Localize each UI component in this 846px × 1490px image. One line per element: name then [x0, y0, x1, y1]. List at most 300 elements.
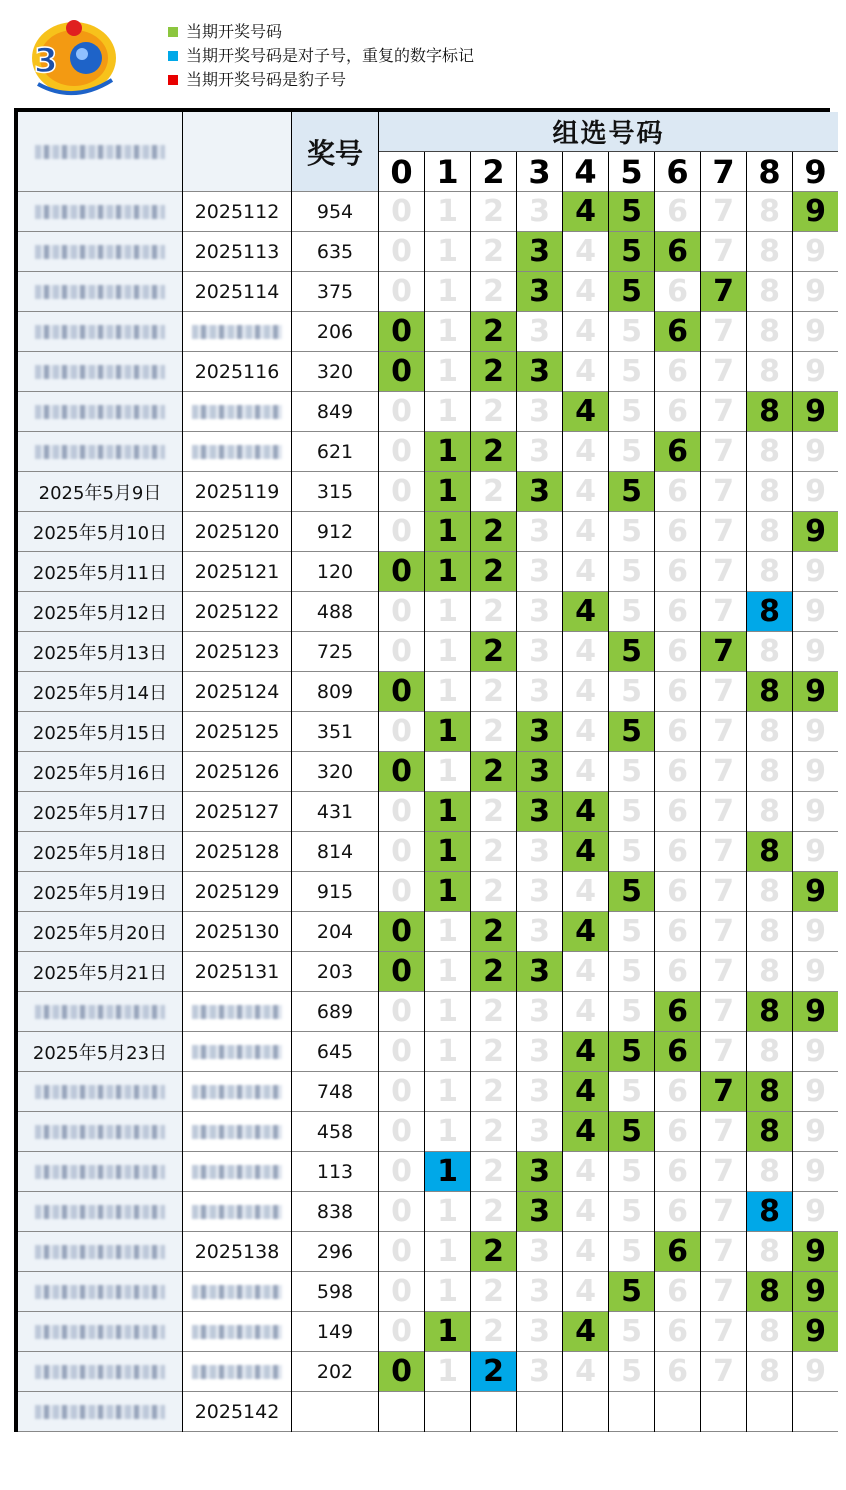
digit-cell-4: 4 — [563, 872, 608, 912]
digit-cell-8: 8 — [747, 552, 792, 592]
legend-text: 当期开奖号码是豹子号 — [186, 70, 347, 89]
row-number: 458 — [292, 1112, 378, 1152]
digit-cell-3: 3 — [517, 1072, 562, 1112]
header-digit-2: 2 — [471, 152, 516, 192]
legend-item — [168, 20, 474, 44]
row-date — [18, 392, 182, 432]
row-number: 202 — [292, 1352, 378, 1392]
digit-cell-8: 8 — [747, 1272, 792, 1312]
digit-cell-3: 3 — [517, 1272, 562, 1312]
digit-cell-1: 1 — [425, 912, 470, 952]
digit-cell-7: 7 — [701, 272, 746, 312]
digit-cell-4: 4 — [563, 552, 608, 592]
digit-cell-9: 9 — [793, 1312, 838, 1352]
digit-cell-0: 0 — [379, 312, 424, 352]
digit-cell-5: 5 — [609, 1032, 654, 1072]
digit-cell-1: 1 — [425, 192, 470, 232]
row-issue: 2025131 — [183, 952, 291, 992]
digit-cell-5: 5 — [609, 1072, 654, 1112]
digit-cell-2: 2 — [471, 1312, 516, 1352]
digit-cell-4: 4 — [563, 192, 608, 232]
digit-cell-4: 4 — [563, 712, 608, 752]
digit-cell-0: 0 — [379, 752, 424, 792]
digit-cell-0: 0 — [379, 512, 424, 552]
digit-cell-1: 1 — [425, 512, 470, 552]
digit-cell-8: 8 — [747, 992, 792, 1032]
row-number: 809 — [292, 672, 378, 712]
row-issue: 2025142 — [183, 1392, 291, 1432]
digit-cell-1: 1 — [425, 1312, 470, 1352]
digit-cell-6: 6 — [655, 432, 700, 472]
digit-cell-0: 0 — [379, 832, 424, 872]
row-number: 621 — [292, 432, 378, 472]
row-date — [18, 1152, 182, 1192]
digit-cell-7: 7 — [701, 392, 746, 432]
digit-cell-4: 4 — [563, 672, 608, 712]
digit-cell-4: 4 — [563, 1112, 608, 1152]
digit-cell-9: 9 — [793, 392, 838, 432]
digit-cell-8: 8 — [747, 312, 792, 352]
row-issue — [183, 992, 291, 1032]
digit-cell-7: 7 — [701, 1112, 746, 1152]
digit-cell-8: 8 — [747, 432, 792, 472]
digit-cell-2: 2 — [471, 552, 516, 592]
digit-cell-3: 3 — [517, 992, 562, 1032]
digit-cell-2: 2 — [471, 1152, 516, 1192]
digit-cell-8: 8 — [747, 512, 792, 552]
digit-cell-empty — [793, 1392, 838, 1432]
row-issue: 2025129 — [183, 872, 291, 912]
digit-cell-empty — [471, 1392, 516, 1432]
row-issue: 2025112 — [183, 192, 291, 232]
row-number — [292, 1392, 378, 1432]
digit-cell-9: 9 — [793, 712, 838, 752]
digit-cell-9: 9 — [793, 912, 838, 952]
digit-cell-0: 0 — [379, 352, 424, 392]
svg-text:3: 3 — [34, 41, 58, 81]
digit-cell-2: 2 — [471, 712, 516, 752]
digit-cell-7: 7 — [701, 832, 746, 872]
row-number: 814 — [292, 832, 378, 872]
digit-cell-7: 7 — [701, 792, 746, 832]
row-date: 2025年5月21日 — [18, 952, 182, 992]
digit-cell-3: 3 — [517, 672, 562, 712]
digit-cell-8: 8 — [747, 1352, 792, 1392]
row-issue — [183, 1072, 291, 1112]
digit-cell-0: 0 — [379, 632, 424, 672]
digit-cell-9: 9 — [793, 952, 838, 992]
digit-cell-7: 7 — [701, 592, 746, 632]
row-date — [18, 232, 182, 272]
digit-cell-5: 5 — [609, 1272, 654, 1312]
digit-cell-2: 2 — [471, 752, 516, 792]
digit-cell-3: 3 — [517, 552, 562, 592]
digit-cell-9: 9 — [793, 672, 838, 712]
digit-cell-5: 5 — [609, 192, 654, 232]
row-issue: 2025127 — [183, 792, 291, 832]
legend-text: 当期开奖号码是对子号，重复的数字标记 — [186, 46, 475, 65]
digit-cell-7: 7 — [701, 952, 746, 992]
digit-cell-8: 8 — [747, 1072, 792, 1112]
digit-cell-5: 5 — [609, 912, 654, 952]
digit-cell-4: 4 — [563, 1232, 608, 1272]
digit-cell-empty — [563, 1392, 608, 1432]
digit-cell-5: 5 — [609, 1112, 654, 1152]
digit-cell-5: 5 — [609, 552, 654, 592]
digit-cell-5: 5 — [609, 312, 654, 352]
digit-cell-2: 2 — [471, 192, 516, 232]
digit-cell-6: 6 — [655, 192, 700, 232]
digit-cell-2: 2 — [471, 592, 516, 632]
header-issue-cell — [183, 112, 291, 192]
digit-cell-1: 1 — [425, 632, 470, 672]
digit-cell-6: 6 — [655, 832, 700, 872]
row-issue — [183, 1312, 291, 1352]
digit-cell-8: 8 — [747, 672, 792, 712]
digit-cell-empty — [655, 1392, 700, 1432]
digit-cell-8: 8 — [747, 952, 792, 992]
digit-cell-3: 3 — [517, 1192, 562, 1232]
row-number: 120 — [292, 552, 378, 592]
digit-cell-7: 7 — [701, 712, 746, 752]
header-date-cell — [18, 112, 182, 192]
row-number: 431 — [292, 792, 378, 832]
digit-cell-7: 7 — [701, 632, 746, 672]
digit-cell-0: 0 — [379, 1232, 424, 1272]
digit-cell-5: 5 — [609, 232, 654, 272]
digit-cell-6: 6 — [655, 672, 700, 712]
digit-cell-2: 2 — [471, 472, 516, 512]
digit-cell-8: 8 — [747, 752, 792, 792]
row-number: 689 — [292, 992, 378, 1032]
header-digit-8: 8 — [747, 152, 792, 192]
digit-cell-3: 3 — [517, 752, 562, 792]
row-issue — [183, 1112, 291, 1152]
digit-cell-1: 1 — [425, 432, 470, 472]
row-issue: 2025119 — [183, 472, 291, 512]
digit-cell-6: 6 — [655, 472, 700, 512]
digit-cell-8: 8 — [747, 232, 792, 272]
digit-cell-9: 9 — [793, 752, 838, 792]
digit-cell-4: 4 — [563, 992, 608, 1032]
digit-cell-4: 4 — [563, 392, 608, 432]
digit-cell-9: 9 — [793, 272, 838, 312]
digit-cell-0: 0 — [379, 672, 424, 712]
digit-cell-empty — [517, 1392, 562, 1432]
digit-cell-6: 6 — [655, 792, 700, 832]
digit-cell-9: 9 — [793, 1352, 838, 1392]
digit-cell-8: 8 — [747, 1312, 792, 1352]
row-number: 315 — [292, 472, 378, 512]
digit-cell-7: 7 — [701, 472, 746, 512]
digit-cell-6: 6 — [655, 912, 700, 952]
row-number: 635 — [292, 232, 378, 272]
digit-cell-8: 8 — [747, 472, 792, 512]
digit-cell-0: 0 — [379, 1272, 424, 1312]
digit-cell-4: 4 — [563, 512, 608, 552]
row-date: 2025年5月19日 — [18, 872, 182, 912]
digit-cell-6: 6 — [655, 1192, 700, 1232]
digit-cell-8: 8 — [747, 392, 792, 432]
row-number: 204 — [292, 912, 378, 952]
digit-cell-2: 2 — [471, 232, 516, 272]
digit-cell-6: 6 — [655, 232, 700, 272]
row-issue: 2025113 — [183, 232, 291, 272]
digit-cell-6: 6 — [655, 1112, 700, 1152]
digit-cell-7: 7 — [701, 1272, 746, 1312]
digit-cell-7: 7 — [701, 432, 746, 472]
digit-cell-9: 9 — [793, 1192, 838, 1232]
digit-cell-3: 3 — [517, 472, 562, 512]
digit-cell-7: 7 — [701, 352, 746, 392]
digit-cell-9: 9 — [793, 592, 838, 632]
digit-cell-4: 4 — [563, 1312, 608, 1352]
digit-cell-3: 3 — [517, 952, 562, 992]
digit-cell-2: 2 — [471, 632, 516, 672]
digit-cell-3: 3 — [517, 872, 562, 912]
digit-cell-5: 5 — [609, 1192, 654, 1232]
digit-cell-6: 6 — [655, 512, 700, 552]
row-issue: 2025122 — [183, 592, 291, 632]
row-issue: 2025128 — [183, 832, 291, 872]
digit-cell-6: 6 — [655, 1272, 700, 1312]
digit-cell-8: 8 — [747, 872, 792, 912]
digit-cell-2: 2 — [471, 912, 516, 952]
digit-cell-0: 0 — [379, 472, 424, 512]
row-date: 2025年5月13日 — [18, 632, 182, 672]
digit-cell-9: 9 — [793, 512, 838, 552]
row-date — [18, 352, 182, 392]
row-issue: 2025125 — [183, 712, 291, 752]
digit-cell-3: 3 — [517, 272, 562, 312]
digit-cell-9: 9 — [793, 632, 838, 672]
digit-cell-4: 4 — [563, 792, 608, 832]
digit-cell-5: 5 — [609, 512, 654, 552]
3d-lottery-logo — [28, 14, 120, 98]
digit-cell-4: 4 — [563, 592, 608, 632]
digit-cell-5: 5 — [609, 1152, 654, 1192]
digit-cell-1: 1 — [425, 272, 470, 312]
digit-cell-0: 0 — [379, 992, 424, 1032]
row-number: 915 — [292, 872, 378, 912]
digit-cell-2: 2 — [471, 1072, 516, 1112]
digit-cell-0: 0 — [379, 1072, 424, 1112]
digit-cell-9: 9 — [793, 432, 838, 472]
digit-cell-3: 3 — [517, 432, 562, 472]
row-date: 2025年5月18日 — [18, 832, 182, 872]
digit-cell-7: 7 — [701, 1192, 746, 1232]
digit-cell-8: 8 — [747, 1152, 792, 1192]
digit-cell-5: 5 — [609, 712, 654, 752]
row-date — [18, 1112, 182, 1152]
digit-cell-8: 8 — [747, 272, 792, 312]
digit-cell-9: 9 — [793, 1152, 838, 1192]
digit-cell-4: 4 — [563, 752, 608, 792]
row-issue — [183, 1272, 291, 1312]
row-date — [18, 1272, 182, 1312]
digit-cell-3: 3 — [517, 712, 562, 752]
legend — [168, 20, 474, 92]
digit-cell-4: 4 — [563, 1272, 608, 1312]
row-issue: 2025123 — [183, 632, 291, 672]
digit-cell-0: 0 — [379, 232, 424, 272]
digit-cell-1: 1 — [425, 1072, 470, 1112]
digit-cell-8: 8 — [747, 792, 792, 832]
header-digit-3: 3 — [517, 152, 562, 192]
digit-cell-3: 3 — [517, 832, 562, 872]
digit-cell-1: 1 — [425, 1272, 470, 1312]
digit-cell-5: 5 — [609, 1352, 654, 1392]
digit-cell-8: 8 — [747, 1032, 792, 1072]
digit-cell-0: 0 — [379, 392, 424, 432]
digit-cell-7: 7 — [701, 752, 746, 792]
row-date — [18, 1192, 182, 1232]
digit-cell-3: 3 — [517, 1152, 562, 1192]
header-prize-number: 奖号 — [292, 112, 378, 192]
digit-cell-8: 8 — [747, 632, 792, 672]
digit-cell-7: 7 — [701, 1072, 746, 1112]
digit-cell-2: 2 — [471, 512, 516, 552]
digit-cell-9: 9 — [793, 832, 838, 872]
digit-cell-2: 2 — [471, 352, 516, 392]
digit-cell-5: 5 — [609, 472, 654, 512]
digit-cell-6: 6 — [655, 992, 700, 1032]
digit-cell-6: 6 — [655, 1312, 700, 1352]
digit-cell-4: 4 — [563, 432, 608, 472]
digit-cell-1: 1 — [425, 1112, 470, 1152]
header-digit-4: 4 — [563, 152, 608, 192]
digit-cell-9: 9 — [793, 1112, 838, 1152]
row-date — [18, 1352, 182, 1392]
digit-cell-4: 4 — [563, 952, 608, 992]
row-number: 598 — [292, 1272, 378, 1312]
row-issue — [183, 312, 291, 352]
row-number: 351 — [292, 712, 378, 752]
row-date: 2025年5月23日 — [18, 1032, 182, 1072]
header-digit-7: 7 — [701, 152, 746, 192]
header-group-selection: 组选号码 — [379, 112, 838, 152]
digit-cell-7: 7 — [701, 512, 746, 552]
digit-cell-3: 3 — [517, 512, 562, 552]
digit-cell-6: 6 — [655, 592, 700, 632]
digit-cell-9: 9 — [793, 792, 838, 832]
row-date — [18, 1072, 182, 1112]
row-date — [18, 312, 182, 352]
digit-cell-9: 9 — [793, 232, 838, 272]
row-number: 320 — [292, 352, 378, 392]
row-number: 320 — [292, 752, 378, 792]
row-date: 2025年5月20日 — [18, 912, 182, 952]
row-issue — [183, 392, 291, 432]
row-issue — [183, 1352, 291, 1392]
digit-cell-1: 1 — [425, 872, 470, 912]
digit-cell-3: 3 — [517, 1232, 562, 1272]
digit-cell-5: 5 — [609, 432, 654, 472]
digit-cell-0: 0 — [379, 872, 424, 912]
legend-item — [168, 44, 474, 68]
row-number: 725 — [292, 632, 378, 672]
digit-cell-4: 4 — [563, 1032, 608, 1072]
row-number: 375 — [292, 272, 378, 312]
digit-cell-1: 1 — [425, 952, 470, 992]
digit-cell-1: 1 — [425, 792, 470, 832]
digit-cell-3: 3 — [517, 232, 562, 272]
digit-cell-8: 8 — [747, 1192, 792, 1232]
row-number: 645 — [292, 1032, 378, 1072]
digit-cell-1: 1 — [425, 352, 470, 392]
legend-swatch — [168, 75, 178, 85]
digit-cell-9: 9 — [793, 472, 838, 512]
digit-cell-7: 7 — [701, 312, 746, 352]
digit-cell-7: 7 — [701, 1032, 746, 1072]
digit-cell-1: 1 — [425, 232, 470, 272]
digit-cell-5: 5 — [609, 272, 654, 312]
digit-cell-4: 4 — [563, 272, 608, 312]
digit-cell-6: 6 — [655, 872, 700, 912]
digit-cell-4: 4 — [563, 232, 608, 272]
digit-cell-0: 0 — [379, 912, 424, 952]
digit-cell-1: 1 — [425, 712, 470, 752]
digit-cell-9: 9 — [793, 1072, 838, 1112]
digit-cell-8: 8 — [747, 712, 792, 752]
digit-cell-1: 1 — [425, 1032, 470, 1072]
digit-cell-6: 6 — [655, 632, 700, 672]
digit-cell-1: 1 — [425, 392, 470, 432]
row-date — [18, 1392, 182, 1432]
row-number: 206 — [292, 312, 378, 352]
digit-cell-6: 6 — [655, 752, 700, 792]
header-digit-6: 6 — [655, 152, 700, 192]
digit-cell-4: 4 — [563, 1072, 608, 1112]
digit-cell-3: 3 — [517, 312, 562, 352]
row-date: 2025年5月10日 — [18, 512, 182, 552]
legend-item — [168, 68, 474, 92]
digit-cell-8: 8 — [747, 592, 792, 632]
digit-cell-3: 3 — [517, 592, 562, 632]
digit-cell-5: 5 — [609, 1232, 654, 1272]
digit-cell-0: 0 — [379, 552, 424, 592]
digit-cell-8: 8 — [747, 832, 792, 872]
digit-cell-7: 7 — [701, 672, 746, 712]
digit-cell-0: 0 — [379, 1312, 424, 1352]
digit-cell-6: 6 — [655, 712, 700, 752]
digit-cell-2: 2 — [471, 672, 516, 712]
digit-cell-9: 9 — [793, 1272, 838, 1312]
row-date — [18, 992, 182, 1032]
digit-cell-4: 4 — [563, 472, 608, 512]
digit-cell-2: 2 — [471, 1032, 516, 1072]
digit-cell-7: 7 — [701, 1152, 746, 1192]
digit-cell-3: 3 — [517, 192, 562, 232]
digit-cell-9: 9 — [793, 552, 838, 592]
digit-cell-8: 8 — [747, 1232, 792, 1272]
header-digit-0: 0 — [379, 152, 424, 192]
digit-cell-1: 1 — [425, 752, 470, 792]
digit-cell-3: 3 — [517, 1352, 562, 1392]
digit-cell-2: 2 — [471, 1192, 516, 1232]
digit-cell-3: 3 — [517, 1032, 562, 1072]
digit-cell-0: 0 — [379, 1352, 424, 1392]
digit-cell-empty — [701, 1392, 746, 1432]
row-number: 488 — [292, 592, 378, 632]
digit-cell-5: 5 — [609, 672, 654, 712]
digit-cell-7: 7 — [701, 552, 746, 592]
digit-cell-3: 3 — [517, 792, 562, 832]
row-number: 954 — [292, 192, 378, 232]
digit-cell-6: 6 — [655, 272, 700, 312]
digit-cell-9: 9 — [793, 1032, 838, 1072]
digit-cell-9: 9 — [793, 192, 838, 232]
